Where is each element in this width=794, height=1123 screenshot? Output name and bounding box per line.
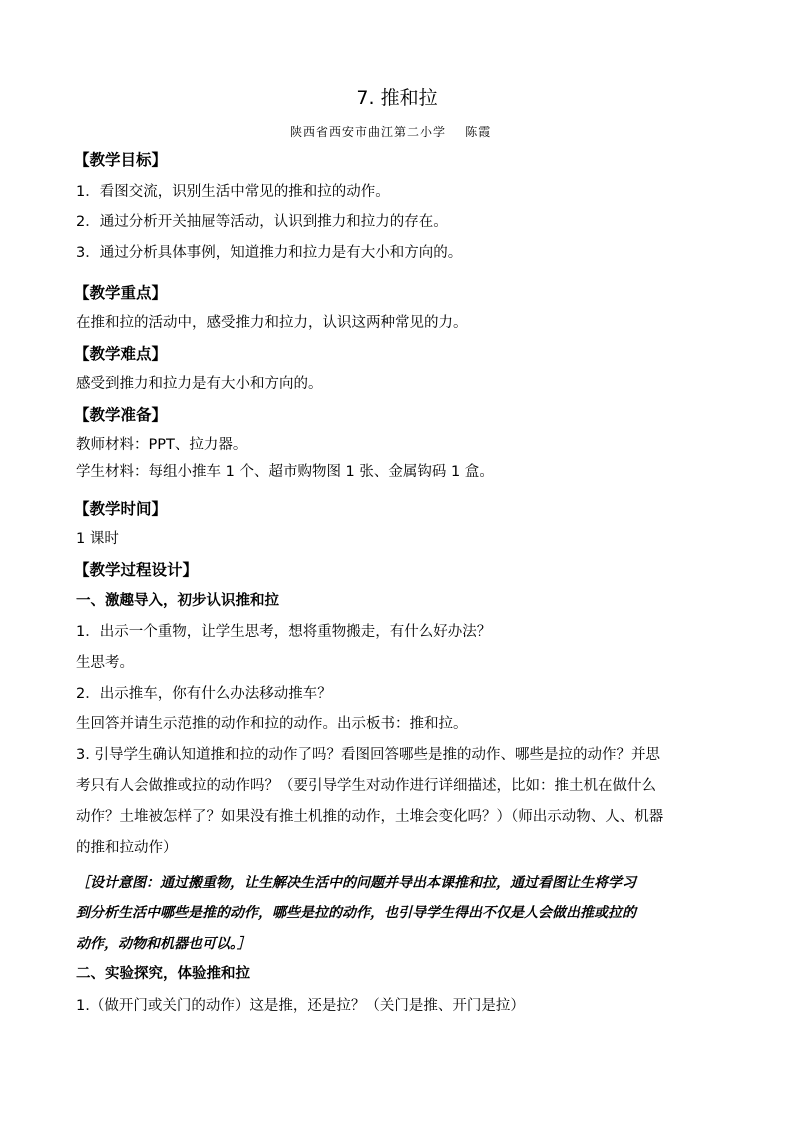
body-line: 学生材料：每组小推车 1 个、超市购物图 1 张、金属钩码 1 盒。 <box>76 464 494 480</box>
author-line: 陕西省西安市曲江第二小学 陈霞 <box>290 125 492 139</box>
section-heading: 【教学目标】 <box>74 151 168 169</box>
body-line: 1.（做开门或关门的动作）这是推，还是拉？（关门是推、开门是拉） <box>76 998 525 1014</box>
body-line: 1 课时 <box>76 531 119 547</box>
body-line: 1．看图交流，识别生活中常见的推和拉的动作。 <box>76 184 390 200</box>
body-line: 生思考。 <box>76 655 134 671</box>
body-line: 的推和拉动作） <box>76 840 178 856</box>
body-line: 2．出示推车，你有什么办法移动推车？ <box>76 686 332 702</box>
subsection-heading: 一、激趣导入，初步认识推和拉 <box>76 593 279 609</box>
section-heading: 【教学准备】 <box>74 406 168 424</box>
body-line: 动作？土堆被怎样了？如果没有推土机推的动作，土堆会变化吗？）（师出示动物、人、机器 <box>76 809 664 825</box>
body-line: 生回答并请生示范推的动作和拉的动作。出示板书：推和拉。 <box>76 716 468 732</box>
body-line: 3．通过分析具体事例，知道推力和拉力是有大小和方向的。 <box>76 245 463 261</box>
section-heading: 【教学重点】 <box>74 284 168 302</box>
design-note-line: ［设计意图：通过搬重物，让生解决生活中的问题并导出本课推和拉，通过看图让生将学习 <box>76 875 636 891</box>
body-line: 3. 引导学生确认知道推和拉的动作了吗？看图回答哪些是推的动作、哪些是拉的动作？并思 <box>76 747 660 763</box>
document-title: 7. 推和拉 <box>356 87 438 109</box>
body-line: 在推和拉的活动中，感受推力和拉力，认识这两种常见的力。 <box>76 315 468 331</box>
subsection-heading: 二、实验探究，体验推和拉 <box>76 966 250 982</box>
section-heading: 【教学时间】 <box>74 500 168 518</box>
section-heading: 【教学难点】 <box>74 345 168 363</box>
body-line: 2．通过分析开关抽屉等活动，认识到推力和拉力的存在。 <box>76 214 448 230</box>
body-line: 考只有人会做推或拉的动作吗？（要引导学生对动作进行详细描述，比如：推土机在做什么 <box>76 778 656 794</box>
section-heading: 【教学过程设计】 <box>74 561 199 579</box>
design-note-line: 动作，动物和机器也可以。］ <box>76 936 251 952</box>
body-line: 1．出示一个重物，让学生思考，想将重物搬走，有什么好办法？ <box>76 624 492 640</box>
design-note-line: 到分析生活中哪些是推的动作，哪些是拉的动作，也引导学生得出不仅是人会做出推或拉的 <box>76 905 636 921</box>
body-line: 感受到推力和拉力是有大小和方向的。 <box>76 376 323 392</box>
body-line: 教师材料：PPT、拉力器。 <box>76 437 248 453</box>
